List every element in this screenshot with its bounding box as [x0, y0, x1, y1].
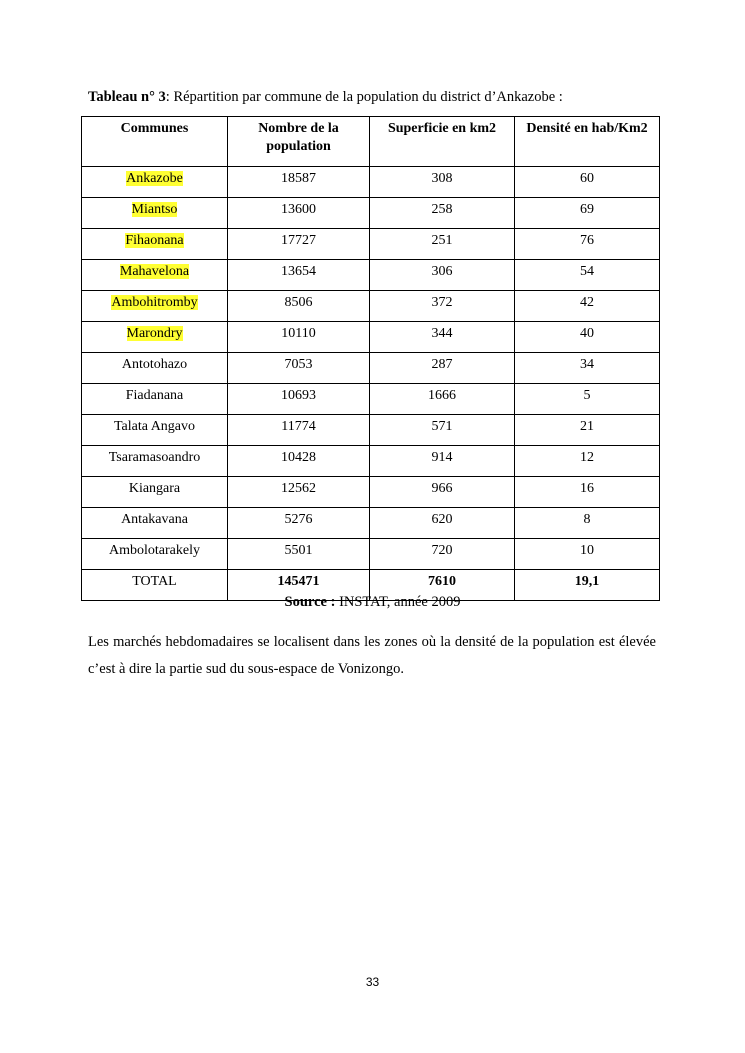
superficie-value: 306	[431, 264, 453, 279]
cell-densite	[515, 415, 660, 446]
densite-value: 69	[580, 202, 594, 217]
cell-densite	[515, 477, 660, 508]
cell-commune	[82, 322, 228, 353]
cell-commune	[82, 415, 228, 446]
page-number: 33	[365, 975, 380, 989]
superficie-value: 372	[431, 295, 453, 310]
source-label: Source :	[284, 594, 336, 610]
superficie-value: 720	[431, 543, 453, 558]
population-value: 10693	[281, 388, 316, 403]
source-text: INSTAT, année 2009	[335, 594, 461, 610]
superficie-value: 571	[431, 419, 453, 434]
table-row	[82, 353, 660, 384]
cell-commune	[82, 508, 228, 539]
caption-text: : Répartition par commune de la population du district d’Ankazobe :	[165, 89, 563, 105]
cell-population	[228, 353, 370, 384]
header-superficie: Superficie en km2	[370, 117, 515, 167]
cell-densite	[515, 167, 660, 198]
cell-densite	[515, 322, 660, 353]
commune-value: Ambohitromby	[111, 295, 198, 310]
cell-superficie	[370, 508, 515, 539]
cell-densite	[515, 353, 660, 384]
commune-value: Antotohazo	[121, 357, 188, 372]
cell-commune	[82, 539, 228, 570]
cell-superficie	[370, 446, 515, 477]
body-paragraph: Les marchés hebdomadaires se localisent dans les zones où la densité de la population est élevée c’est à dire la partie sud du sous-espace de Vonizongo.	[88, 634, 656, 677]
population-value: 8506	[284, 295, 313, 310]
cell-superficie	[370, 198, 515, 229]
cell-commune	[82, 167, 228, 198]
cell-commune	[82, 229, 228, 260]
total-densite: 19,1	[515, 570, 660, 601]
cell-densite	[515, 446, 660, 477]
cell-population	[228, 229, 370, 260]
densite-value: 21	[580, 419, 594, 434]
table-row	[82, 446, 660, 477]
cell-superficie	[370, 539, 515, 570]
cell-commune	[82, 260, 228, 291]
cell-densite	[515, 291, 660, 322]
cell-population	[228, 260, 370, 291]
densite-value: 12	[580, 450, 594, 465]
table-row	[82, 291, 660, 322]
header-densite: Densité en hab/Km2	[515, 117, 660, 167]
cell-population	[228, 322, 370, 353]
total-superficie: 7610	[370, 570, 515, 601]
table-header-row	[82, 117, 660, 167]
cell-superficie	[370, 384, 515, 415]
commune-value: Marondry	[126, 326, 183, 341]
cell-population	[228, 167, 370, 198]
table-row	[82, 167, 660, 198]
commune-value: Fiadanana	[125, 388, 184, 403]
population-value: 18587	[281, 171, 316, 186]
table-row	[82, 198, 660, 229]
densite-value: 16	[580, 481, 594, 496]
table-row	[82, 539, 660, 570]
commune-value: Talata Angavo	[113, 419, 196, 434]
population-value: 10428	[281, 450, 316, 465]
table-row	[82, 415, 660, 446]
superficie-value: 620	[431, 512, 453, 527]
cell-population	[228, 198, 370, 229]
population-value: 5276	[284, 512, 313, 527]
cell-densite	[515, 384, 660, 415]
densite-value: 10	[580, 543, 594, 558]
commune-value: Ambolotarakely	[109, 543, 200, 558]
population-value: 10110	[281, 326, 316, 341]
commune-value: Ankazobe	[126, 171, 183, 186]
cell-superficie	[370, 291, 515, 322]
densite-value: 60	[580, 171, 594, 186]
superficie-value: 966	[431, 481, 453, 496]
population-value: 5501	[284, 543, 313, 558]
densite-value: 34	[580, 357, 594, 372]
cell-commune	[82, 384, 228, 415]
cell-densite	[515, 260, 660, 291]
superficie-value: 344	[431, 326, 453, 341]
header-population: Nombre de la population	[228, 117, 370, 167]
population-table	[81, 116, 660, 601]
commune-value: Mahavelona	[119, 264, 190, 279]
cell-population	[228, 415, 370, 446]
cell-population	[228, 384, 370, 415]
densite-value: 76	[580, 233, 594, 248]
cell-densite	[515, 508, 660, 539]
population-value: 13600	[281, 202, 316, 217]
table-caption	[88, 89, 563, 106]
commune-value: Tsaramasoandro	[108, 450, 201, 465]
cell-superficie	[370, 167, 515, 198]
population-value: 13654	[281, 264, 316, 279]
densite-value: 5	[583, 388, 591, 403]
total-population: 145471	[228, 570, 370, 601]
table-row	[82, 384, 660, 415]
cell-superficie	[370, 322, 515, 353]
cell-commune	[82, 198, 228, 229]
table-row	[82, 260, 660, 291]
cell-densite	[515, 198, 660, 229]
densite-value: 54	[580, 264, 594, 279]
superficie-value: 914	[431, 450, 453, 465]
cell-commune	[82, 446, 228, 477]
cell-commune	[82, 353, 228, 384]
cell-superficie	[370, 229, 515, 260]
population-value: 11774	[281, 419, 316, 434]
table-row	[82, 477, 660, 508]
table-source	[0, 594, 745, 611]
header-communes: Communes	[82, 117, 228, 167]
superficie-value: 308	[431, 171, 453, 186]
population-value: 7053	[284, 357, 313, 372]
cell-densite	[515, 229, 660, 260]
commune-value: Antakavana	[121, 512, 188, 527]
total-commune: TOTAL	[82, 570, 228, 601]
cell-population	[228, 508, 370, 539]
commune-value: Kiangara	[128, 481, 181, 496]
superficie-value: 287	[431, 357, 453, 372]
cell-superficie	[370, 415, 515, 446]
table-row	[82, 322, 660, 353]
densite-value: 40	[580, 326, 594, 341]
cell-commune	[82, 291, 228, 322]
cell-superficie	[370, 353, 515, 384]
densite-value: 42	[580, 295, 594, 310]
commune-value: Fihaonana	[125, 233, 184, 248]
commune-value: Miantso	[131, 202, 178, 217]
superficie-value: 251	[431, 233, 453, 248]
table-row	[82, 508, 660, 539]
table-row	[82, 229, 660, 260]
cell-superficie	[370, 477, 515, 508]
population-value: 17727	[281, 233, 316, 248]
superficie-value: 1666	[428, 388, 456, 403]
cell-superficie	[370, 260, 515, 291]
cell-densite	[515, 539, 660, 570]
densite-value: 8	[583, 512, 591, 527]
cell-commune	[82, 477, 228, 508]
cell-population	[228, 539, 370, 570]
caption-label: Tableau n° 3	[88, 89, 166, 105]
cell-population	[228, 477, 370, 508]
cell-population	[228, 291, 370, 322]
superficie-value: 258	[431, 202, 453, 217]
cell-population	[228, 446, 370, 477]
population-value: 12562	[281, 481, 316, 496]
